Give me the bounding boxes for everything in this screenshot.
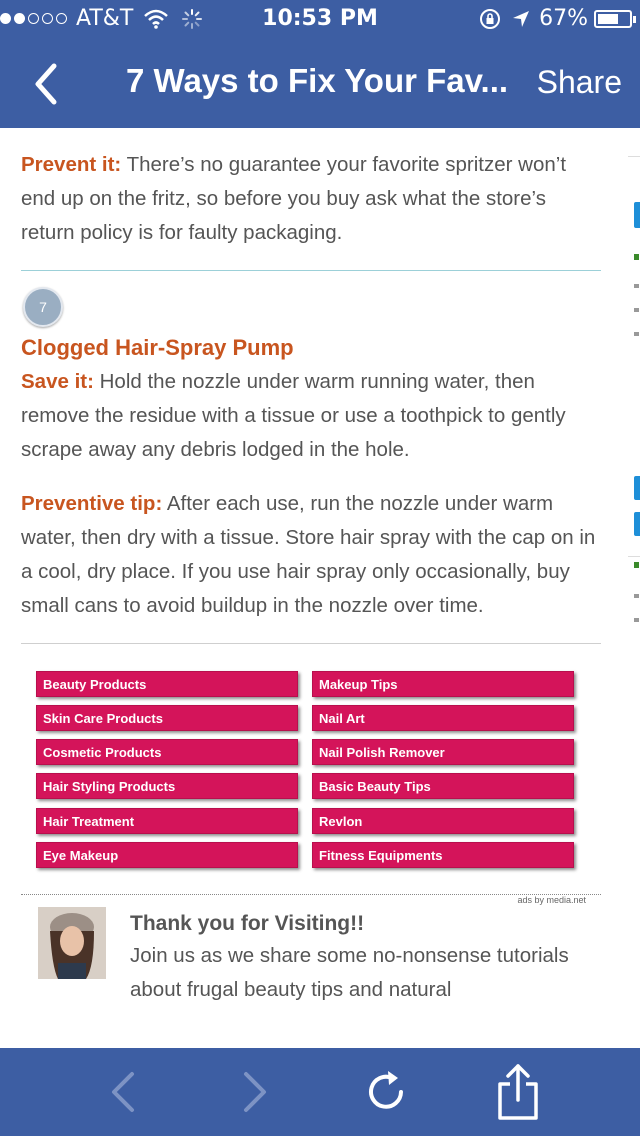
nav-bar — [0, 40, 640, 128]
prevent-text: There’s no guarantee your favorite spritzer won’t end up on the fritz, so before you buy ask what the store’s return policy is for faulty packaging. — [21, 153, 567, 244]
web-content[interactable] — [0, 128, 640, 1048]
step-number-badge: 7 — [23, 287, 63, 327]
prevent-paragraph — [21, 148, 601, 250]
rotation-lock-icon — [479, 8, 501, 30]
share-button[interactable]: Share — [536, 64, 622, 100]
tip-paragraph — [21, 487, 601, 623]
avatar — [38, 907, 106, 979]
ad-link[interactable]: Eye Makeup — [36, 842, 298, 868]
ads-attribution[interactable]: ads by media.net — [517, 895, 586, 905]
ad-link[interactable]: Basic Beauty Tips — [312, 773, 574, 799]
save-text: Hold the nozzle under warm running water, then remove the residue with a tissue or use a toothpick to gently scrape away any debris lodged in the hole. — [21, 370, 566, 461]
ad-link[interactable]: Hair Treatment — [36, 808, 298, 834]
browser-toolbar — [0, 1048, 640, 1136]
ad-link[interactable]: Nail Polish Remover — [312, 739, 574, 765]
ad-links-block — [21, 644, 601, 905]
prevent-label: Prevent it: — [21, 153, 122, 176]
carrier-name: AT&T — [76, 6, 134, 31]
save-paragraph — [21, 365, 601, 467]
browser-back-button[interactable] — [100, 1068, 148, 1116]
save-label: Save it: — [21, 370, 94, 393]
ad-link[interactable]: Cosmetic Products — [36, 739, 298, 765]
chevron-left-icon — [100, 1068, 148, 1116]
status-bar — [0, 0, 640, 40]
ad-link[interactable]: Skin Care Products — [36, 705, 298, 731]
location-icon — [511, 9, 531, 29]
back-button[interactable] — [30, 62, 70, 106]
article — [21, 128, 601, 1015]
browser-forward-button[interactable] — [230, 1068, 278, 1116]
about-text: Join us as we share some no-nonsense tutorials about frugal beauty tips and natural — [130, 944, 569, 1001]
about-title: Thank you for Visiting!! — [130, 912, 365, 935]
chevron-right-icon — [230, 1068, 278, 1116]
tip-label: Preventive tip: — [21, 492, 163, 515]
battery-icon — [594, 10, 632, 28]
ad-link[interactable]: Hair Styling Products — [36, 773, 298, 799]
share-page-button[interactable] — [494, 1062, 542, 1122]
divider — [21, 270, 601, 271]
tip-text: After each use, run the nozzle under warm water, then dry with a tissue. Store hair spray with the cap on in a cool, dry place. If you use hair spray only occasionally, buy small cans to avoid buildup in the nozzle over time. — [21, 492, 596, 617]
ad-link[interactable]: Fitness Equipments — [312, 842, 574, 868]
clock: 10:53 PM — [262, 6, 378, 31]
sidebar-peek — [628, 128, 640, 1048]
reload-button[interactable] — [362, 1068, 410, 1116]
battery-percent: 67% — [539, 6, 588, 31]
ad-link[interactable]: Beauty Products — [36, 671, 298, 697]
share-icon — [494, 1062, 542, 1122]
page-title: 7 Ways to Fix Your Fav... — [126, 62, 509, 99]
ad-link[interactable]: Nail Art — [312, 705, 574, 731]
chevron-left-icon — [30, 62, 70, 106]
reload-icon — [362, 1068, 410, 1116]
ad-link[interactable]: Makeup Tips — [312, 671, 574, 697]
about-block — [21, 895, 601, 1015]
ad-link[interactable]: Revlon — [312, 808, 574, 834]
section-heading: Clogged Hair-Spray Pump — [21, 335, 294, 360]
